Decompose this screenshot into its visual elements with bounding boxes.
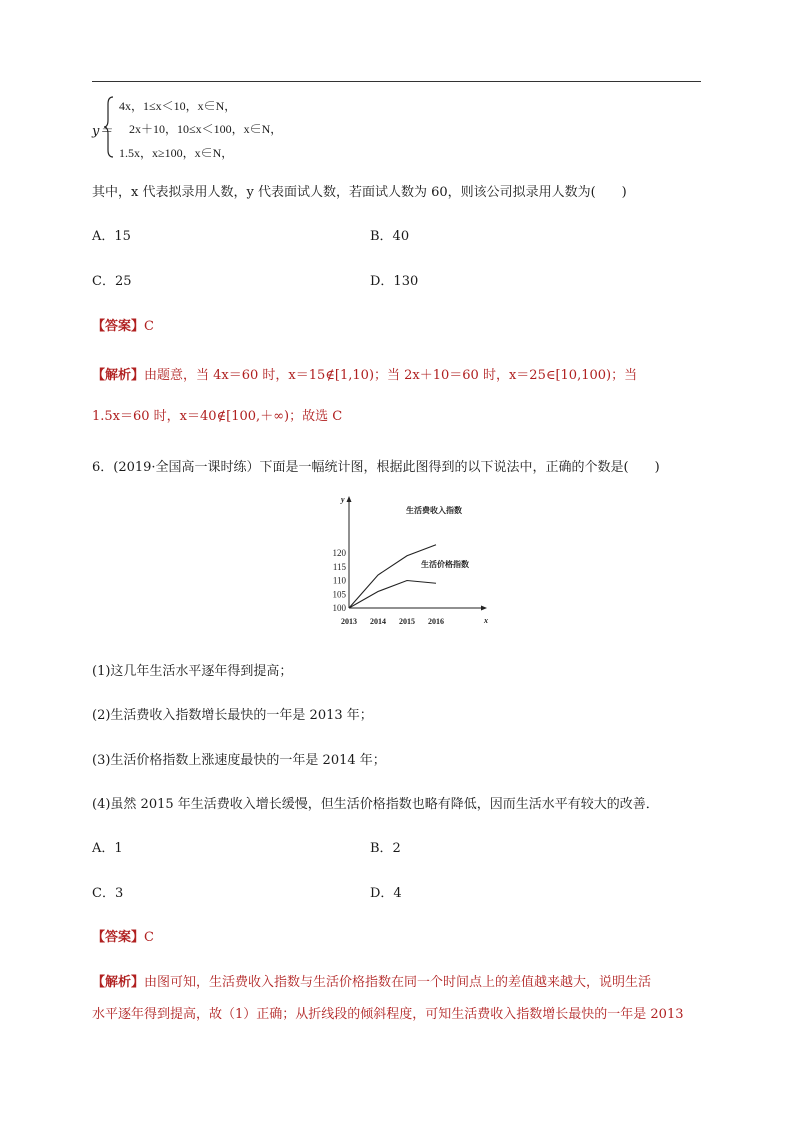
index-line-chart bbox=[326, 490, 496, 630]
piecewise-y-label: y＝ bbox=[92, 124, 113, 139]
q5-option-c: C．25 bbox=[92, 274, 132, 289]
series-line-2 bbox=[349, 581, 436, 609]
x-tick-label: 2013 bbox=[341, 617, 357, 626]
q6-analysis-line-2: 水平逐年得到提高，故（1）正确；从折线段的倾斜程度，可知生活费收入指数增长最快的一年是 2013 bbox=[92, 1007, 684, 1022]
answer-tag: 【答案】 bbox=[92, 930, 145, 945]
piecewise-case-3: 1.5x，x≥100，x∈N， bbox=[119, 146, 234, 160]
q6-option-b: B．2 bbox=[370, 841, 401, 856]
answer-value: C bbox=[144, 930, 154, 945]
q6-option-d: D．4 bbox=[370, 886, 402, 901]
y-tick-label: 110 bbox=[332, 575, 346, 586]
x-axis-label: x bbox=[484, 616, 488, 625]
q6-statement-2: (2)生活费收入指数增长最快的一年是 2013 年； bbox=[92, 708, 373, 723]
y-axis-arrow bbox=[347, 496, 352, 502]
q5-option-b: B．40 bbox=[370, 229, 410, 244]
q6-option-a: A．1 bbox=[92, 841, 123, 856]
piecewise-case-1: 4x，1≤x＜10，x∈N， bbox=[119, 99, 237, 113]
series-line-1 bbox=[349, 545, 436, 608]
x-axis-arrow bbox=[481, 606, 487, 611]
q6-statement-4: (4)虽然 2015 年生活费收入增长缓慢，但生活价格指数也略有降低，因而生活水平有较大的改善． bbox=[92, 797, 659, 812]
q6-answer bbox=[92, 926, 154, 945]
analysis-text: 由图可知，生活费收入指数与生活价格指数在同一个时间点上的差值越来越大，说明生活 bbox=[144, 975, 652, 990]
q6-stem: 6．(2019·全国高一课时练）下面是一幅统计图，根据此图得到的以下说法中，正确的个数是( ) bbox=[92, 460, 660, 475]
y-tick-label: 115 bbox=[332, 561, 346, 572]
piecewise-brace bbox=[104, 96, 114, 158]
analysis-tag: 【解析】 bbox=[92, 368, 145, 383]
answer-value: C bbox=[144, 319, 154, 334]
q5-option-a: A．15 bbox=[92, 229, 131, 244]
y-tick-label: 105 bbox=[332, 589, 346, 600]
y-axis-label: y bbox=[341, 495, 345, 504]
x-tick-label: 2015 bbox=[399, 617, 415, 626]
answer-tag: 【答案】 bbox=[92, 319, 145, 334]
q6-statement-1: (1)这几年生活水平逐年得到提高； bbox=[92, 664, 293, 679]
q5-option-d: D．130 bbox=[370, 274, 419, 289]
q5-analysis-line-1 bbox=[92, 364, 637, 383]
piecewise-case-2: 2x＋10，10≤x＜100，x∈N， bbox=[129, 122, 283, 136]
y-tick-label: 100 bbox=[332, 603, 346, 613]
y-tick-label: 120 bbox=[332, 548, 346, 558]
analysis-tag: 【解析】 bbox=[92, 975, 145, 990]
series-label-price-index: 生活价格指数 bbox=[421, 560, 469, 569]
q6-analysis-line-1 bbox=[92, 971, 651, 990]
q6-option-c: C．3 bbox=[92, 886, 124, 901]
series-label-income-index: 生活费收入指数 bbox=[406, 506, 462, 515]
x-tick-label: 2016 bbox=[428, 617, 444, 626]
header-rule bbox=[92, 81, 701, 82]
q5-analysis-line-2: 1.5x＝60 时，x＝40∉[100,＋∞)；故选 C bbox=[92, 409, 343, 424]
analysis-text: 由题意，当 4x＝60 时，x＝15∉[1,10)；当 2x＋10＝60 时，x＝25∈[10,100)；当 bbox=[144, 368, 638, 383]
q5-answer bbox=[92, 315, 154, 334]
q5-stem: 其中，x 代表拟录用人数，y 代表面试人数，若面试人数为 60，则该公司拟录用人数为( ) bbox=[92, 185, 627, 200]
x-tick-label: 2014 bbox=[370, 617, 386, 626]
q6-statement-3: (3)生活价格指数上涨速度最快的一年是 2014 年； bbox=[92, 753, 386, 768]
